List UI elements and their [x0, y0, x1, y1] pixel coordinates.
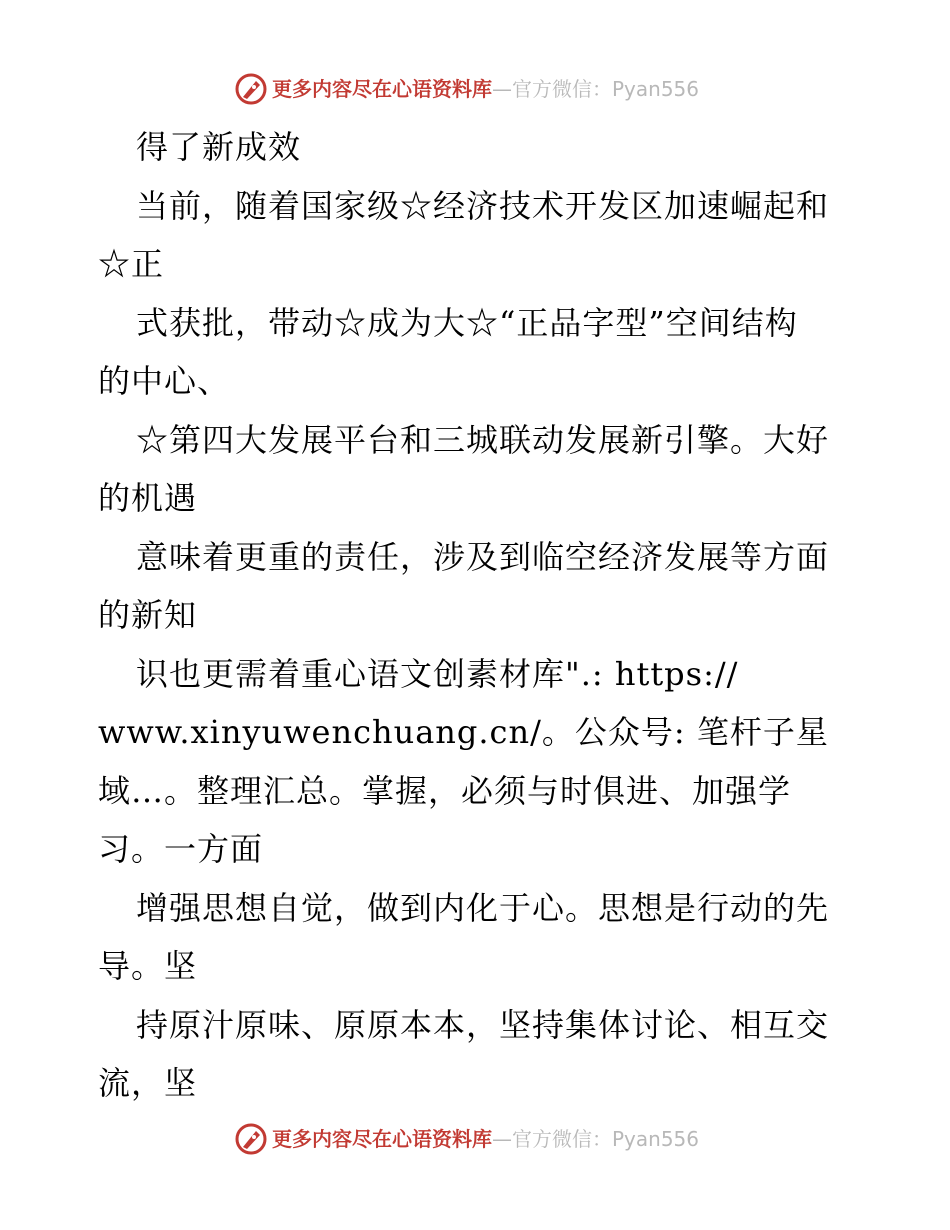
- footer-banner-main: 更多内容尽在心语资料库: [272, 1127, 492, 1151]
- footer-banner: [0, 1120, 950, 1160]
- text-line: 得了新成效: [136, 128, 302, 166]
- text-line: ☆正: [98, 245, 165, 283]
- header-banner-sub: —官方微信：Pyan556: [492, 77, 700, 101]
- footer-banner-sub: —官方微信：Pyan556: [492, 1127, 700, 1151]
- pen-nib-logo-icon: [234, 1122, 268, 1156]
- text-line: 的中心、: [98, 362, 231, 400]
- text-line: 当前，随着国家级☆经济技术开发区加速崛起和: [136, 187, 830, 225]
- text-line: 流，坚: [98, 1064, 198, 1102]
- text-line: www.xinyuwenchuang.cn/。公众号: 笔杆子星: [98, 713, 829, 751]
- text-line: 式获批，带动☆成为大☆“正品字型”空间结构: [136, 304, 798, 342]
- text-line: 的新知: [98, 596, 198, 634]
- text-line: 增强思想自觉，做到内化于心。思想是行动的先: [136, 889, 830, 927]
- text-line: 持原汁原味、原原本本，坚持集体讨论、相互交: [136, 1006, 830, 1044]
- text-line: 识也更需着重心语文创素材库".: https://: [136, 655, 739, 693]
- footer-banner-text: [272, 1127, 699, 1151]
- text-line: 域…。整理汇总。掌握，必须与时俱进、加强学: [98, 772, 792, 810]
- header-banner-main: 更多内容尽在心语资料库: [272, 77, 492, 101]
- text-line: ☆第四大发展平台和三城联动发展新引擎。大好: [136, 421, 830, 459]
- text-line: 导。坚: [98, 947, 198, 985]
- text-line: 意味着更重的责任，涉及到临空经济发展等方面: [136, 538, 830, 576]
- text-line: 习。一方面: [98, 830, 264, 868]
- text-line: 的机遇: [98, 479, 198, 517]
